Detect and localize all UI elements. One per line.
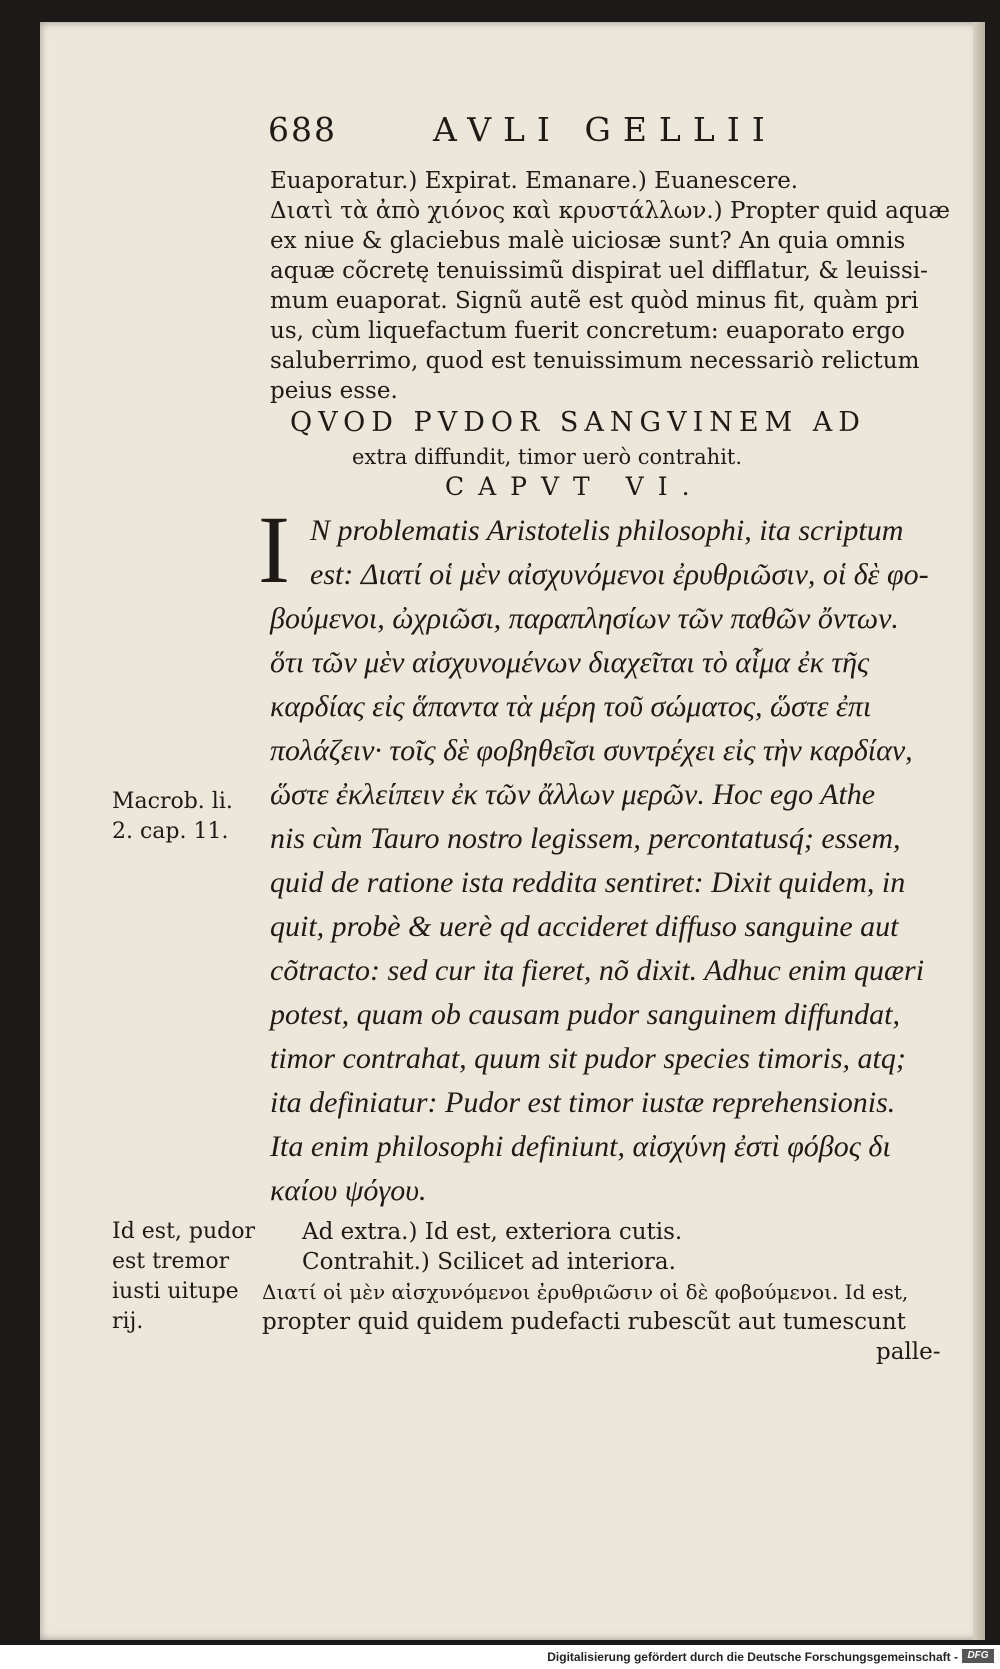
book-page [40,22,985,1640]
body-line: ὅτι τῶν μὲν αἰσχυνομένων διαχεῖται τὸ αἷμα ἐκ τῆς [270,646,870,679]
note-line: saluberrimo, quod est tenuissimum necessariò relictum [270,348,920,374]
body-line: est: Διατί οἱ μὲν αἰσχυνόμενοι ἐρυθριῶσιν, οἱ δὲ φο- [310,558,929,591]
body-line: ὥστε ἐκλείπειν ἐκ τῶν ἄλλων μερῶν. Hoc ego Athe [270,778,876,811]
chapter-number: CAPVT VI. [445,472,704,501]
body-line: nis cùm Tauro nostro legissem, percontatusq́; essem, [270,822,901,855]
digitization-footer [0,1645,1000,1669]
body-line: πολάζειν· τοῖς δὲ φοβηθεῖσι συντρέχει εἰς τὴν καρδίαν, [270,734,913,767]
note-line: Διατὶ τὰ ἀπὸ χιόνος καὶ κρυστάλλων.) Propter quid aquæ [270,198,950,224]
body-line: καίου ψόγου. [270,1174,427,1207]
note-line: Διατί οἱ μὲν αἰσχυνόμενοι ἐρυθριῶσιν οἱ δὲ φοβούμενοι. Id est, [262,1280,909,1304]
margin-note-macrob: 2. cap. 11. [112,819,229,844]
margin-note-idest: Id est, pudor [112,1219,255,1244]
note-line: Contrahit.) Scilicet ad interiora. [302,1249,676,1275]
running-title: AVLI GELLII [433,110,777,149]
body-line: N problematis Aristotelis philosophi, ita scriptum [310,514,904,547]
dfg-logo: DFG [962,1649,994,1663]
drop-cap: I [258,496,290,603]
catchword: palle- [876,1339,941,1365]
body-line: timor contrahat, quum sit pudor species timoris, atq; [270,1042,906,1075]
note-line: us, cùm liquefactum fuerit concretum: euaporato ergo [270,318,905,344]
note-line: Euaporatur.) Expirat. Emanare.) Euanescere. [270,168,799,194]
body-line: βούμενοι, ὠχριῶσι, παραπλησίων τῶν παθῶν ὄντων. [270,602,899,635]
body-line: ita definiatur: Pudor est timor iustæ reprehensionis. [270,1086,896,1119]
body-line: καρδίας εἰς ἅπαντα τὰ μέρη τοῦ σώματος, ὥστε ἐπι [270,690,872,723]
body-line: quid de ratione ista reddita sentiret: Dixit quidem, in [270,866,906,899]
page-header [268,110,868,154]
note-line: Ad extra.) Id est, exteriora cutis. [302,1219,683,1245]
margin-note-macrob: Macrob. li. [112,789,233,814]
margin-note-idest: est tremor [112,1249,230,1274]
body-line: potest, quam ob causam pudor sanguinem diffundat, [270,998,900,1031]
body-line: cõtracto: sed cur ita fieret, nõ dixit. Adhuc enim quæri [270,954,925,987]
body-line: quit, probè & uerè qd accideret diffuso sanguine aut [270,910,899,943]
body-line: Ita enim philosophi definiunt, αἰσχύνη ἐστὶ φόβος δι [270,1130,891,1163]
note-line: mum euaporat. Signũ autẽ est quòd minus fit, quàm pri [270,288,919,314]
note-line: ex niue & glaciebus malè uiciosæ sunt? An quia omnis [270,228,906,254]
margin-note-idest: rij. [112,1309,144,1334]
chapter-title-line-2: extra diffundit, timor uerò contrahit. [352,445,743,469]
note-line: peius esse. [270,378,398,404]
chapter-title-line-1: QVOD PVDOR SANGVINEM AD [290,407,866,438]
page-edge-shadow [973,22,985,1640]
footer-credit: Digitalisierung gefördert durch die Deutsche Forschungsgemeinschaft - [547,1650,958,1664]
note-line: aquæ cõcretę tenuissimũ dispirat uel difflatur, & leuissi- [270,258,928,284]
note-line: propter quid quidem pudefacti rubescũt aut tumescunt [262,1309,906,1335]
margin-note-idest: iusti uitupe [112,1279,239,1304]
folio-number: 688 [268,110,337,149]
